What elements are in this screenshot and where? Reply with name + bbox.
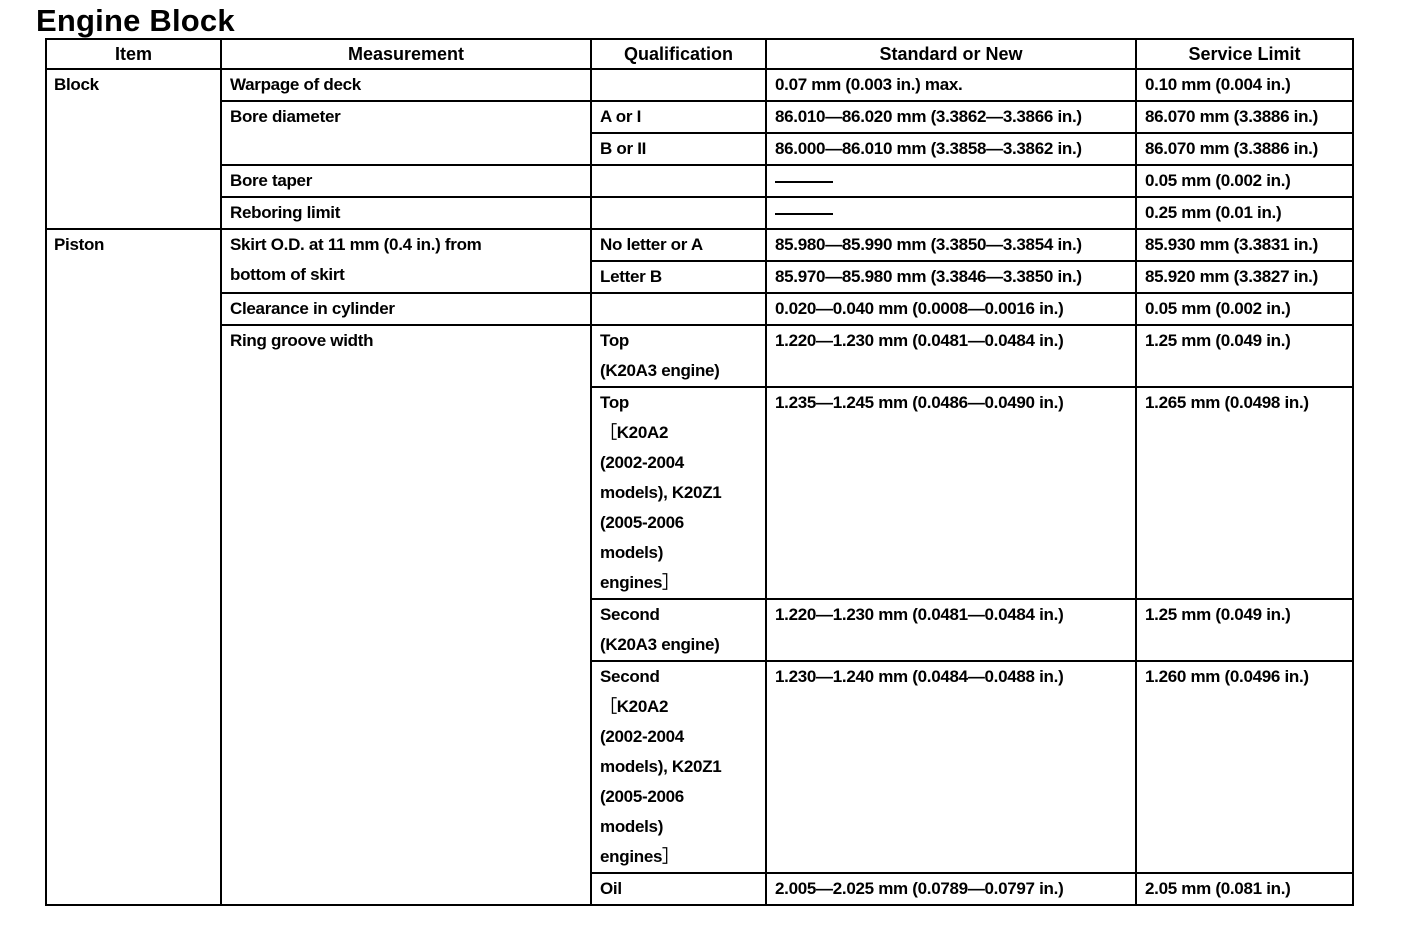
qualification-cell: Oil	[591, 873, 766, 905]
qualification-cell	[591, 661, 766, 873]
qualification-line: models), K20Z1	[600, 757, 722, 776]
service-limit-cell: 1.265 mm (0.0498 in.)	[1136, 387, 1353, 599]
qualification-cell	[591, 325, 766, 387]
qualification-line: Second	[600, 667, 660, 686]
standard-cell: 1.235—1.245 mm (0.0486—0.0490 in.)	[766, 387, 1136, 599]
header-measurement: Measurement	[221, 39, 591, 69]
qualification-cell	[591, 197, 766, 229]
header-item: Item	[46, 39, 221, 69]
measurement-bore-taper: Bore taper	[221, 165, 591, 197]
service-limit-cell: 0.05 mm (0.002 in.)	[1136, 165, 1353, 197]
header-qualification: Qualification	[591, 39, 766, 69]
qualification-line: Top	[600, 331, 629, 350]
service-limit-cell: 85.930 mm (3.3831 in.)	[1136, 229, 1353, 261]
standard-cell: 86.010—86.020 mm (3.3862—3.3866 in.)	[766, 101, 1136, 133]
qualification-line: ［K20A2	[600, 423, 669, 442]
service-limit-cell: 0.10 mm (0.004 in.)	[1136, 69, 1353, 101]
standard-cell: 0.020—0.040 mm (0.0008—0.0016 in.)	[766, 293, 1136, 325]
service-limit-cell: 0.05 mm (0.002 in.)	[1136, 293, 1353, 325]
header-row	[46, 39, 1353, 69]
qualification-cell: B or II	[591, 133, 766, 165]
table-row	[46, 197, 1353, 229]
table-row	[46, 325, 1353, 387]
qualification-line: models)	[600, 817, 664, 836]
qualification-line: (K20A3 engine)	[600, 361, 720, 380]
qualification-cell	[591, 293, 766, 325]
standard-cell: 86.000—86.010 mm (3.3858—3.3862 in.)	[766, 133, 1136, 165]
measurement-clearance: Clearance in cylinder	[221, 293, 591, 325]
service-limit-cell: 0.25 mm (0.01 in.)	[1136, 197, 1353, 229]
qualification-line: models)	[600, 543, 664, 562]
header-service-limit: Service Limit	[1136, 39, 1353, 69]
dash-placeholder	[775, 181, 833, 183]
table-row	[46, 69, 1353, 101]
table-row	[46, 293, 1353, 325]
measurement-skirt-line: Skirt O.D. at 11 mm (0.4 in.) from	[230, 235, 482, 254]
qualification-line: engines］	[600, 573, 679, 592]
measurement-skirt	[221, 229, 591, 293]
page-title: Engine Block	[36, 3, 235, 38]
standard-cell: 1.230—1.240 mm (0.0484—0.0488 in.)	[766, 661, 1136, 873]
standard-cell: 85.980—85.990 mm (3.3850—3.3854 in.)	[766, 229, 1136, 261]
measurement-bore-diameter: Bore diameter	[221, 101, 591, 165]
header-standard: Standard or New	[766, 39, 1136, 69]
measurement-reboring: Reboring limit	[221, 197, 591, 229]
standard-cell: 0.07 mm (0.003 in.) max.	[766, 69, 1136, 101]
measurement-ring-groove: Ring groove width	[221, 325, 591, 905]
table-row	[46, 101, 1353, 133]
qualification-line: (2005-2006	[600, 787, 684, 806]
service-limit-cell: 1.25 mm (0.049 in.)	[1136, 599, 1353, 661]
table-row	[46, 165, 1353, 197]
standard-cell: 1.220—1.230 mm (0.0481—0.0484 in.)	[766, 325, 1136, 387]
qualification-line: (2002-2004	[600, 453, 684, 472]
qualification-cell: No letter or A	[591, 229, 766, 261]
qualification-line: ［K20A2	[600, 697, 669, 716]
measurement-warpage: Warpage of deck	[221, 69, 591, 101]
item-block: Block	[46, 69, 221, 229]
qualification-line: Second	[600, 605, 660, 624]
measurement-skirt-line: bottom of skirt	[230, 265, 345, 284]
service-limit-cell: 1.25 mm (0.049 in.)	[1136, 325, 1353, 387]
service-limit-cell: 86.070 mm (3.3886 in.)	[1136, 101, 1353, 133]
qualification-line: (2002-2004	[600, 727, 684, 746]
qualification-cell	[591, 599, 766, 661]
standard-cell: 1.220—1.230 mm (0.0481—0.0484 in.)	[766, 599, 1136, 661]
item-piston: Piston	[46, 229, 221, 905]
qualification-line: (K20A3 engine)	[600, 635, 720, 654]
service-limit-cell: 86.070 mm (3.3886 in.)	[1136, 133, 1353, 165]
standard-cell: 2.005—2.025 mm (0.0789—0.0797 in.)	[766, 873, 1136, 905]
qualification-cell: A or I	[591, 101, 766, 133]
service-limit-cell: 1.260 mm (0.0496 in.)	[1136, 661, 1353, 873]
table-row	[46, 229, 1353, 261]
spec-table	[45, 38, 1354, 906]
qualification-cell: Letter B	[591, 261, 766, 293]
qualification-cell	[591, 387, 766, 599]
qualification-cell	[591, 69, 766, 101]
standard-cell	[766, 165, 1136, 197]
standard-cell: 85.970—85.980 mm (3.3846—3.3850 in.)	[766, 261, 1136, 293]
qualification-cell	[591, 165, 766, 197]
dash-placeholder	[775, 213, 833, 215]
qualification-line: models), K20Z1	[600, 483, 722, 502]
service-limit-cell: 85.920 mm (3.3827 in.)	[1136, 261, 1353, 293]
service-limit-cell: 2.05 mm (0.081 in.)	[1136, 873, 1353, 905]
standard-cell	[766, 197, 1136, 229]
qualification-line: engines］	[600, 847, 679, 866]
qualification-line: Top	[600, 393, 629, 412]
qualification-line: (2005-2006	[600, 513, 684, 532]
